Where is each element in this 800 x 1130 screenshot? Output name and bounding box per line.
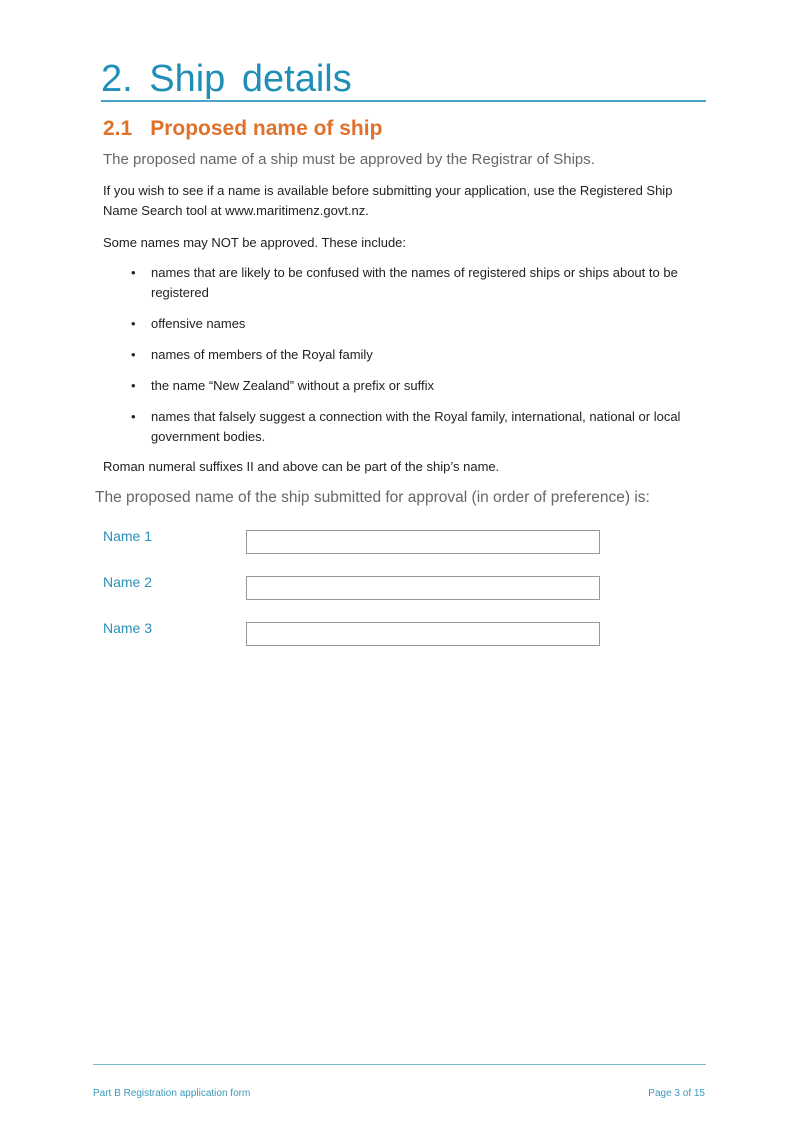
footer-divider bbox=[93, 1064, 706, 1065]
name-1-input[interactable] bbox=[246, 530, 600, 554]
restriction-list bbox=[103, 263, 693, 458]
intro-text: The proposed name of a ship must be approved by the Registrar of Ships. bbox=[103, 151, 595, 168]
footer-page-number: Page 3 of 15 bbox=[648, 1088, 705, 1099]
restrictions-paragraph: Some names may NOT be approved. These include: bbox=[103, 235, 407, 250]
list-item: • the name “New Zealand” without a prefix or suffix bbox=[103, 376, 693, 396]
section-heading bbox=[103, 117, 382, 141]
list-item: • names that falsely suggest a connection with the Royal family, international, national or local government bodies. bbox=[103, 407, 693, 447]
roman-numeral-paragraph: Roman numeral suffixes II and above can be part of the ship’s name. bbox=[103, 459, 500, 474]
page-heading: 2. Ship details bbox=[101, 58, 352, 100]
section-number: 2.1 bbox=[103, 117, 133, 140]
name-3-input[interactable] bbox=[246, 622, 600, 646]
name-search-paragraph: If you wish to see if a name is available before submitting your application, use the Registered Ship Name Search tool at www.maritimenz.govt.nz. bbox=[103, 183, 673, 218]
list-item: • offensive names bbox=[103, 314, 693, 334]
heading-divider bbox=[101, 100, 706, 102]
name-3-label: Name 3 bbox=[103, 620, 153, 636]
name-1-label: Name 1 bbox=[103, 528, 153, 544]
name-2-input[interactable] bbox=[246, 576, 600, 600]
footer-form-title: Part B Registration application form bbox=[93, 1088, 251, 1099]
form-lead-text: The proposed name of the ship submitted for approval (in order of preference) is: bbox=[95, 489, 650, 506]
list-item: • names that are likely to be confused with the names of registered ships or ships about to be registered bbox=[103, 263, 693, 303]
name-2-label: Name 2 bbox=[103, 574, 153, 590]
list-item: • names of members of the Royal family bbox=[103, 345, 693, 365]
section-title: Proposed name of ship bbox=[150, 117, 383, 140]
